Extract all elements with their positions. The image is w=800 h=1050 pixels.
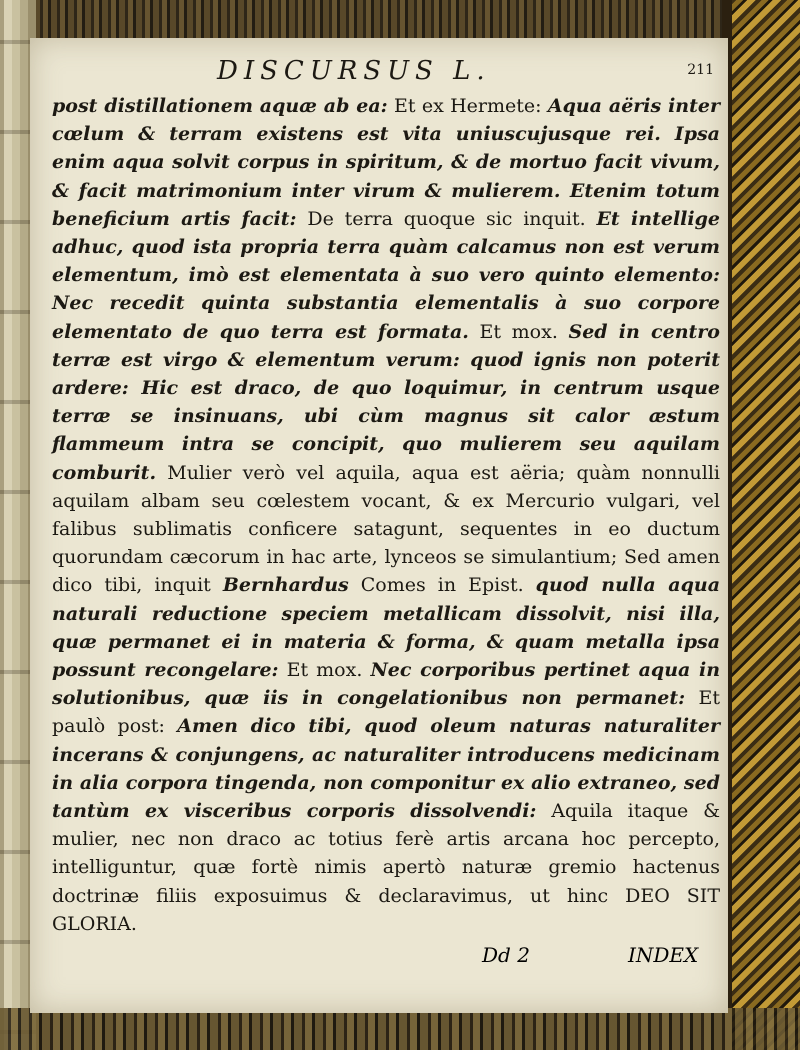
page-header [52, 52, 720, 92]
text-segment: Amen dico tibi, quod oleum naturas naturaliter incerans & conjungens, ac naturaliter introducens medicinam in alia corpora tingenda, non componitur ex alio extraneo, sed tantùm ex visceribus corporis dissolvendi: [52, 715, 720, 823]
body-paragraph [52, 92, 720, 938]
binding-top-edge [0, 0, 800, 40]
decorative-cover-border [722, 0, 800, 1050]
text-block [52, 52, 720, 938]
text-segment: Et mox. [468, 320, 569, 343]
text-segment: Et ex Hermete: [387, 95, 548, 117]
catchword: INDEX [628, 943, 699, 967]
text-segment: Aquila itaque & mulier, nec non draco ac totius ferè artis arcana hoc percepto, intelliguntur, quæ fortè nimis apertò naturæ gremio hactenus doctrinæ filiis exposuimus & declaravimus, ut hinc DEO SIT GLORIA. [52, 800, 720, 935]
text-segment: Et paulò post: [52, 687, 720, 738]
text-segment: Mulier verò vel aquila, aqua est aëria; quàm nonnulli aquilam albam seu cœlestem vocant, & ex Mercurio vulgari, vel falibus sublimatis conficere satagunt, sequentes in eo ductum quorundam cæcorum in hac arte, lynceos se simulantium; Sed amen dico tibi, inquit [52, 461, 720, 597]
text-segment: Bernhardus [222, 574, 349, 597]
text-segment: Et mox. [278, 659, 371, 682]
text-segment: De terra quoque sic inquit. [296, 207, 597, 230]
text-segment: Et intellige adhuc, quod ista propria terra quàm calcamus non est verum elementum, imò est elementata à suo vero quinto elemento: Nec recedit quinta substantia elementalis à suo corpore elementato de quo terra est formata. [52, 207, 720, 343]
binding-bottom-edge [0, 1008, 800, 1050]
text-segment: Sed in centro terræ est virgo & elementum verum: quod ignis non poterit ardere: Hic est draco, de quo loquimur, in centrum usque terræ se insinuans, ubi cùm magnus sit calor æstum flammeum intra se concipit, quo mulierem seu aquilam comburit. [52, 320, 720, 484]
running-title: DISCURSUS L. [217, 56, 491, 86]
text-segment: quod nulla aqua naturali reductione speciem metallicam dissolvit, nisi illa, quæ permanet ei in materia & forma, & quam metalla ipsa possunt recongelare: [52, 574, 721, 682]
text-segment: Aqua aëris inter cœlum & terram existens est vita uniuscujusque rei. Ipsa enim aqua solvit corpus in spiritum, & de mortuo facit vivum, & facit matrimonium inter virum & mulierem. Etenim totum beneficium artis facit: [52, 95, 720, 230]
text-segment: Nec corporibus pertinet aqua in solutionibus, quæ iis in congelationibus non permanet: [52, 659, 721, 710]
signature-mark: Dd 2 [482, 943, 530, 967]
text-segment: Comes in Epist. [348, 574, 536, 597]
page-number: 211 [687, 62, 714, 78]
page-footer [52, 943, 720, 973]
text-segment: post distillationem aquæ ab ea: [52, 95, 388, 117]
page-sheet [30, 38, 728, 1013]
